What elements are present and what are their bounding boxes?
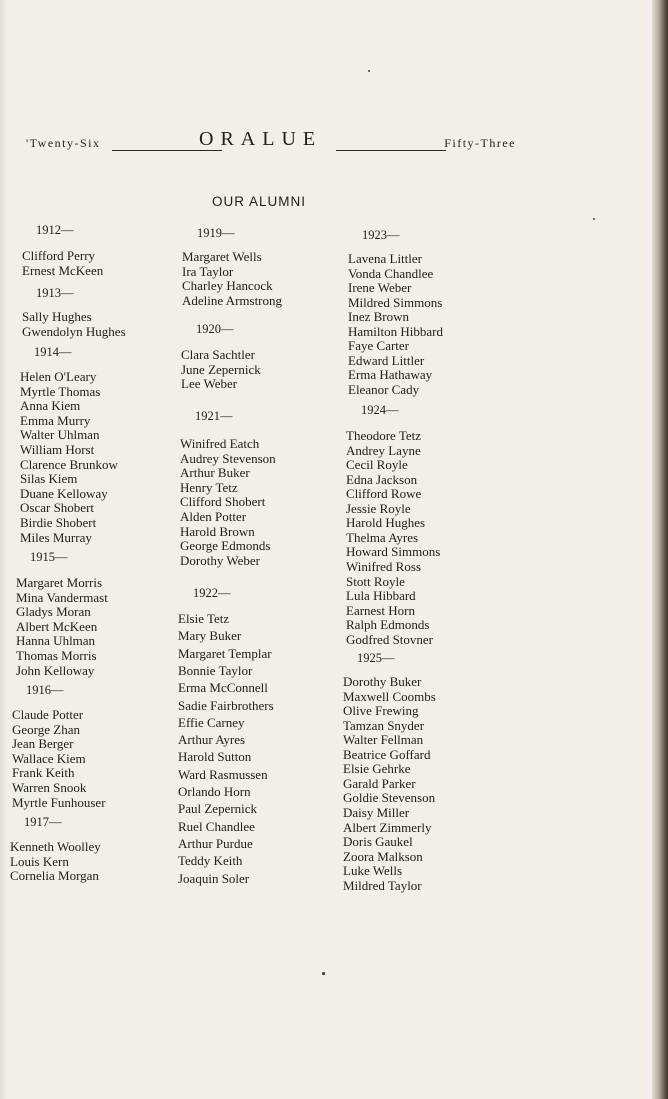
header-right: Fifty-Three bbox=[444, 136, 516, 150]
alumni-name: Elsie Tetz bbox=[178, 611, 230, 626]
alumni-name: Harold Sutton bbox=[178, 749, 252, 764]
alumni-name: Irene Weber bbox=[348, 280, 412, 295]
alumni-name: Thomas Morris bbox=[16, 648, 97, 663]
alumni-name: Olive Frewing bbox=[343, 703, 419, 718]
alumni-name: Stott Royle bbox=[346, 574, 405, 589]
paper-speck bbox=[368, 70, 370, 72]
alumni-name: Myrtle Funhouser bbox=[12, 795, 106, 810]
alumni-name: Edna Jackson bbox=[346, 472, 418, 487]
paper-speck bbox=[593, 218, 595, 220]
alumni-name: Teddy Keith bbox=[178, 853, 243, 868]
alumni-name: Winifred Eatch bbox=[180, 436, 260, 451]
alumni-name: Bonnie Taylor bbox=[178, 663, 253, 678]
alumni-name: Joaquin Soler bbox=[178, 871, 250, 886]
alumni-name: Warren Snook bbox=[12, 780, 87, 795]
year-heading: 1923— bbox=[362, 228, 400, 242]
alumni-name: Vonda Chandlee bbox=[348, 266, 434, 281]
year-heading: 1913— bbox=[36, 286, 74, 300]
alumni-name: Andrey Layne bbox=[346, 443, 421, 458]
alumni-name: Anna Kiem bbox=[20, 398, 81, 413]
alumni-name: Henry Tetz bbox=[180, 480, 238, 495]
alumni-name: Wallace Kiem bbox=[12, 751, 86, 766]
alumni-name: Ward Rasmussen bbox=[178, 767, 268, 782]
alumni-name: Cornelia Morgan bbox=[10, 868, 99, 883]
running-header bbox=[26, 128, 516, 152]
alumni-name: Ernest McKeen bbox=[22, 263, 104, 278]
alumni-name: Orlando Horn bbox=[178, 784, 251, 799]
alumni-name: Beatrice Goffard bbox=[343, 747, 431, 762]
alumni-name: Lee Weber bbox=[181, 376, 238, 391]
alumni-name: Sally Hughes bbox=[22, 309, 92, 324]
alumni-name: Walter Fellman bbox=[343, 732, 424, 747]
alumni-name: Lavena Littler bbox=[348, 251, 422, 266]
alumni-name: Margaret Wells bbox=[182, 249, 262, 264]
alumni-name: Oscar Shobert bbox=[20, 500, 95, 515]
alumni-name: Dorothy Weber bbox=[180, 553, 260, 568]
alumni-name: Cecil Royle bbox=[346, 457, 408, 472]
alumni-name: Zoora Malkson bbox=[343, 849, 423, 864]
alumni-name: Eleanor Cady bbox=[348, 382, 420, 397]
alumni-name: Kenneth Woolley bbox=[10, 839, 101, 854]
alumni-name: Winifred Ross bbox=[346, 559, 421, 574]
alumni-name: Ira Taylor bbox=[182, 264, 234, 279]
page-edge bbox=[652, 0, 668, 1099]
alumni-name: Erma Hathaway bbox=[348, 367, 433, 382]
year-heading: 1917— bbox=[24, 815, 62, 829]
alumni-name: Albert Zimmerly bbox=[343, 820, 432, 835]
alumni-name: Earnest Horn bbox=[346, 603, 415, 618]
alumni-name: John Kelloway bbox=[16, 663, 95, 678]
alumni-name: Theodore Tetz bbox=[346, 428, 422, 443]
header-rule-right bbox=[336, 150, 446, 151]
alumni-name: Lula Hibbard bbox=[346, 588, 416, 603]
alumni-name: Ralph Edmonds bbox=[346, 617, 430, 632]
alumni-name: Elsie Gehrke bbox=[343, 761, 411, 776]
alumni-name: Emma Murry bbox=[20, 413, 91, 428]
alumni-name: Clifford Perry bbox=[22, 248, 96, 263]
alumni-name: Hanna Uhlman bbox=[16, 633, 96, 648]
alumni-name: Tamzan Snyder bbox=[343, 718, 425, 733]
alumni-name: Mildred Taylor bbox=[343, 878, 422, 893]
alumni-name: Mina Vandermast bbox=[16, 590, 108, 605]
alumni-name: Arthur Buker bbox=[180, 465, 250, 480]
alumni-name: Margaret Templar bbox=[178, 646, 272, 661]
alumni-name: Birdie Shobert bbox=[20, 515, 97, 530]
alumni-name: Harold Hughes bbox=[346, 515, 426, 530]
year-heading: 1922— bbox=[193, 586, 231, 600]
alumni-name: Margaret Morris bbox=[16, 575, 103, 590]
alumni-name: Goldie Stevenson bbox=[343, 790, 436, 805]
alumni-name: Garald Parker bbox=[343, 776, 416, 791]
alumni-name: Miles Murray bbox=[20, 530, 92, 545]
header-title: ORALUE bbox=[199, 128, 323, 150]
alumni-name: Arthur Purdue bbox=[178, 836, 253, 851]
spine-shadow bbox=[0, 0, 8, 1099]
alumni-name: Mildred Simmons bbox=[348, 295, 443, 310]
alumni-name: William Horst bbox=[20, 442, 95, 457]
alumni-name: Jean Berger bbox=[12, 736, 74, 751]
year-heading: 1916— bbox=[26, 683, 64, 697]
section-title: OUR ALUMNI bbox=[212, 194, 307, 209]
alumni-name: Maxwell Coombs bbox=[343, 689, 436, 704]
alumni-name: Arthur Ayres bbox=[178, 732, 246, 747]
alumni-name: Doris Gaukel bbox=[343, 834, 413, 849]
alumni-name: Dorothy Buker bbox=[343, 674, 422, 689]
alumni-name: Mary Buker bbox=[178, 628, 242, 643]
alumni-name: Howard Simmons bbox=[346, 544, 441, 559]
alumni-name: Thelma Ayres bbox=[346, 530, 419, 545]
alumni-name: Clarence Brunkow bbox=[20, 457, 118, 472]
alumni-name: Effie Carney bbox=[178, 715, 245, 730]
alumni-name: Hamilton Hibbard bbox=[348, 324, 443, 339]
alumni-name: Walter Uhlman bbox=[20, 427, 100, 442]
alumni-name: Alden Potter bbox=[180, 509, 247, 524]
alumni-name: Godfred Stovner bbox=[346, 632, 434, 647]
alumni-name: Luke Wells bbox=[343, 863, 403, 878]
alumni-name: Clifford Rowe bbox=[346, 486, 422, 501]
year-heading: 1912— bbox=[36, 223, 74, 237]
year-heading: 1915— bbox=[30, 550, 68, 564]
alumni-name: Silas Kiem bbox=[20, 471, 78, 486]
alumni-name: Faye Carter bbox=[348, 338, 410, 353]
year-heading: 1920— bbox=[196, 322, 234, 336]
alumni-name: Erma McConnell bbox=[178, 680, 268, 695]
alumni-name: Duane Kelloway bbox=[20, 486, 108, 501]
alumni-name: Gladys Moran bbox=[16, 604, 91, 619]
alumni-name: Clara Sachtler bbox=[181, 347, 255, 362]
alumni-name: Daisy Miller bbox=[343, 805, 410, 820]
year-heading: 1914— bbox=[34, 345, 72, 359]
alumni-name: Helen O'Leary bbox=[20, 369, 97, 384]
alumni-name: Claude Potter bbox=[12, 707, 84, 722]
alumni-name: Jessie Royle bbox=[346, 501, 411, 516]
alumni-name: Adeline Armstrong bbox=[182, 293, 283, 308]
alumni-name: Frank Keith bbox=[12, 765, 75, 780]
alumni-name: Harold Brown bbox=[180, 524, 255, 539]
alumni-name: Myrtle Thomas bbox=[20, 384, 101, 399]
alumni-name: Inez Brown bbox=[348, 309, 410, 324]
alumni-name: Gwendolyn Hughes bbox=[22, 324, 126, 339]
year-heading: 1919— bbox=[197, 226, 235, 240]
alumni-name: George Edmonds bbox=[180, 538, 271, 553]
paper-speck bbox=[322, 972, 325, 975]
year-heading: 1924— bbox=[361, 403, 399, 417]
alumni-name: Albert McKeen bbox=[16, 619, 98, 634]
year-heading: 1921— bbox=[195, 409, 233, 423]
header-left: 'Twenty-Six bbox=[26, 136, 101, 150]
alumni-name: Clifford Shobert bbox=[180, 494, 266, 509]
alumni-name: Edward Littler bbox=[348, 353, 425, 368]
alumni-name: Audrey Stevenson bbox=[180, 451, 276, 466]
alumni-name: June Zepernick bbox=[181, 362, 261, 377]
year-heading: 1925— bbox=[357, 651, 395, 665]
alumni-name: Sadie Fairbrothers bbox=[178, 698, 274, 713]
alumni-name: Paul Zepernick bbox=[178, 801, 258, 816]
alumni-name: Ruel Chandlee bbox=[178, 819, 255, 834]
alumni-name: George Zhan bbox=[12, 722, 80, 737]
alumni-name: Charley Hancock bbox=[182, 278, 273, 293]
alumni-name: Louis Kern bbox=[10, 854, 69, 869]
